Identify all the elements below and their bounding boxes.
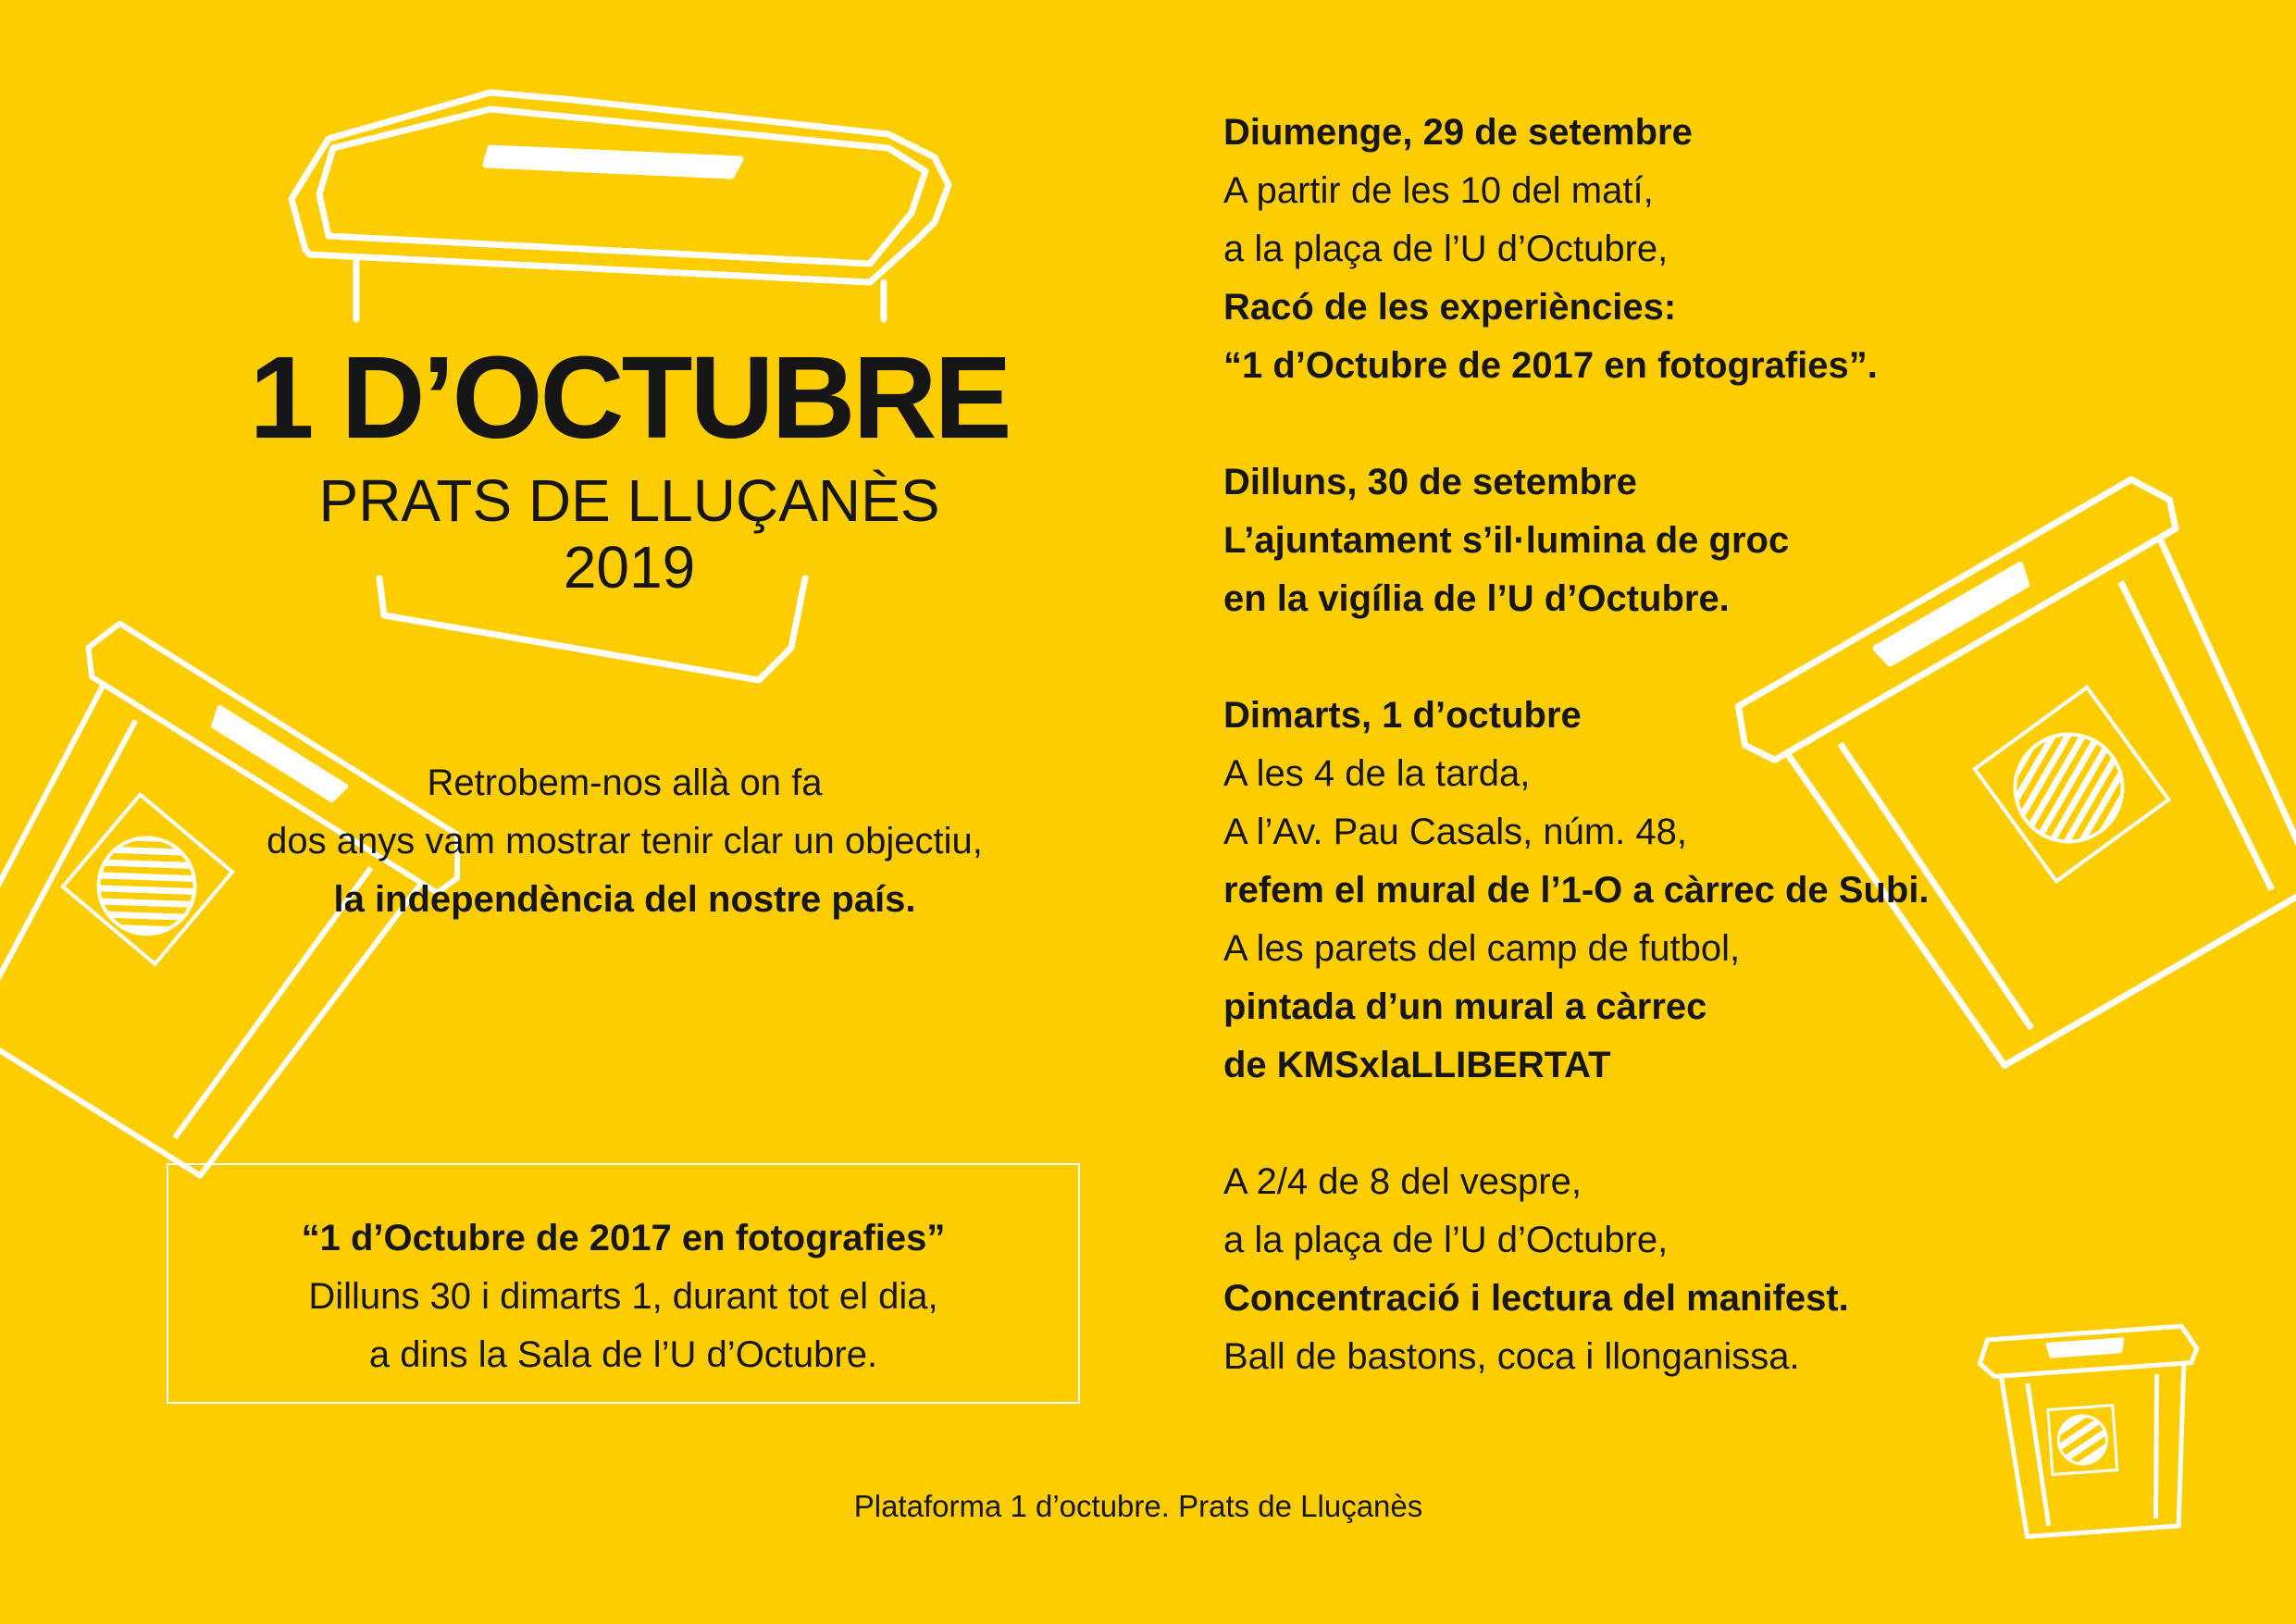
schedule-line-bold: en la vigília de l’U d’Octubre. bbox=[1223, 578, 1730, 619]
page-title: 1 D’OCTUBRE bbox=[249, 332, 1010, 463]
schedule-line: A 2/4 de 8 del vespre, bbox=[1223, 1161, 1582, 1202]
schedule-line: A les 4 de la tarda, bbox=[1223, 753, 1531, 794]
schedule-line-bold: pintada d’un mural a càrrec bbox=[1223, 986, 1707, 1027]
schedule-line: A les parets del camp de futbol, bbox=[1223, 928, 1741, 969]
exhibition-dates: Dilluns 30 i dimarts 1, durant tot el dia, bbox=[308, 1276, 938, 1317]
schedule-line-bold: Racó de les experiències: bbox=[1223, 287, 1677, 328]
schedule-line: A partir de les 10 del matí, bbox=[1223, 170, 1654, 211]
schedule-day-heading: Diumenge, 29 de setembre bbox=[1223, 112, 1693, 153]
intro-line: Retrobem-nos allà on fa bbox=[427, 762, 823, 803]
schedule-line-bold: L’ajuntament s’il·lumina de groc bbox=[1223, 520, 1790, 561]
schedule-day-heading: Dimarts, 1 d’octubre bbox=[1223, 695, 1582, 736]
schedule-line-bold: “1 d’Octubre de 2017 en fotografies”. bbox=[1223, 345, 1878, 386]
intro-line: dos anys vam mostrar tenir clar un objectiu, bbox=[267, 821, 983, 862]
exhibition-place: a dins la Sala de l’U d’Octubre. bbox=[368, 1334, 878, 1375]
page-subtitle bbox=[185, 467, 1074, 601]
catalan-seal-icon bbox=[2048, 1406, 2117, 1475]
schedule-line-bold: Concentració i lectura del manifest. bbox=[1223, 1278, 1849, 1319]
schedule-line-bold: de KMSxlaLLIBERTAT bbox=[1223, 1045, 1611, 1085]
intro-line-bold: la independència del nostre país. bbox=[333, 879, 916, 920]
exhibition-box bbox=[167, 1163, 1080, 1404]
schedule-line: A l’Av. Pau Casals, núm. 48, bbox=[1223, 812, 1687, 852]
subtitle-location: PRATS DE LLUÇANÈS bbox=[318, 467, 940, 534]
intro-text bbox=[130, 754, 1120, 929]
schedule-line: a la plaça de l’U d’Octubre, bbox=[1223, 229, 1669, 269]
event-schedule bbox=[1223, 104, 2288, 1386]
schedule-line: a la plaça de l’U d’Octubre, bbox=[1223, 1220, 1669, 1260]
footer-credit: Plataforma 1 d’octubre. Prats de Lluçanès bbox=[853, 1489, 1423, 1523]
exhibition-title: “1 d’Octubre de 2017 en fotografies” bbox=[301, 1218, 946, 1258]
schedule-day-heading: Dilluns, 30 de setembre bbox=[1223, 462, 1637, 502]
subtitle-year: 2019 bbox=[563, 534, 696, 601]
schedule-line: Ball de bastons, coca i llonganissa. bbox=[1223, 1336, 1800, 1377]
schedule-line-bold: refem el mural de l’1-O a càrrec de Subi. bbox=[1223, 870, 1930, 911]
